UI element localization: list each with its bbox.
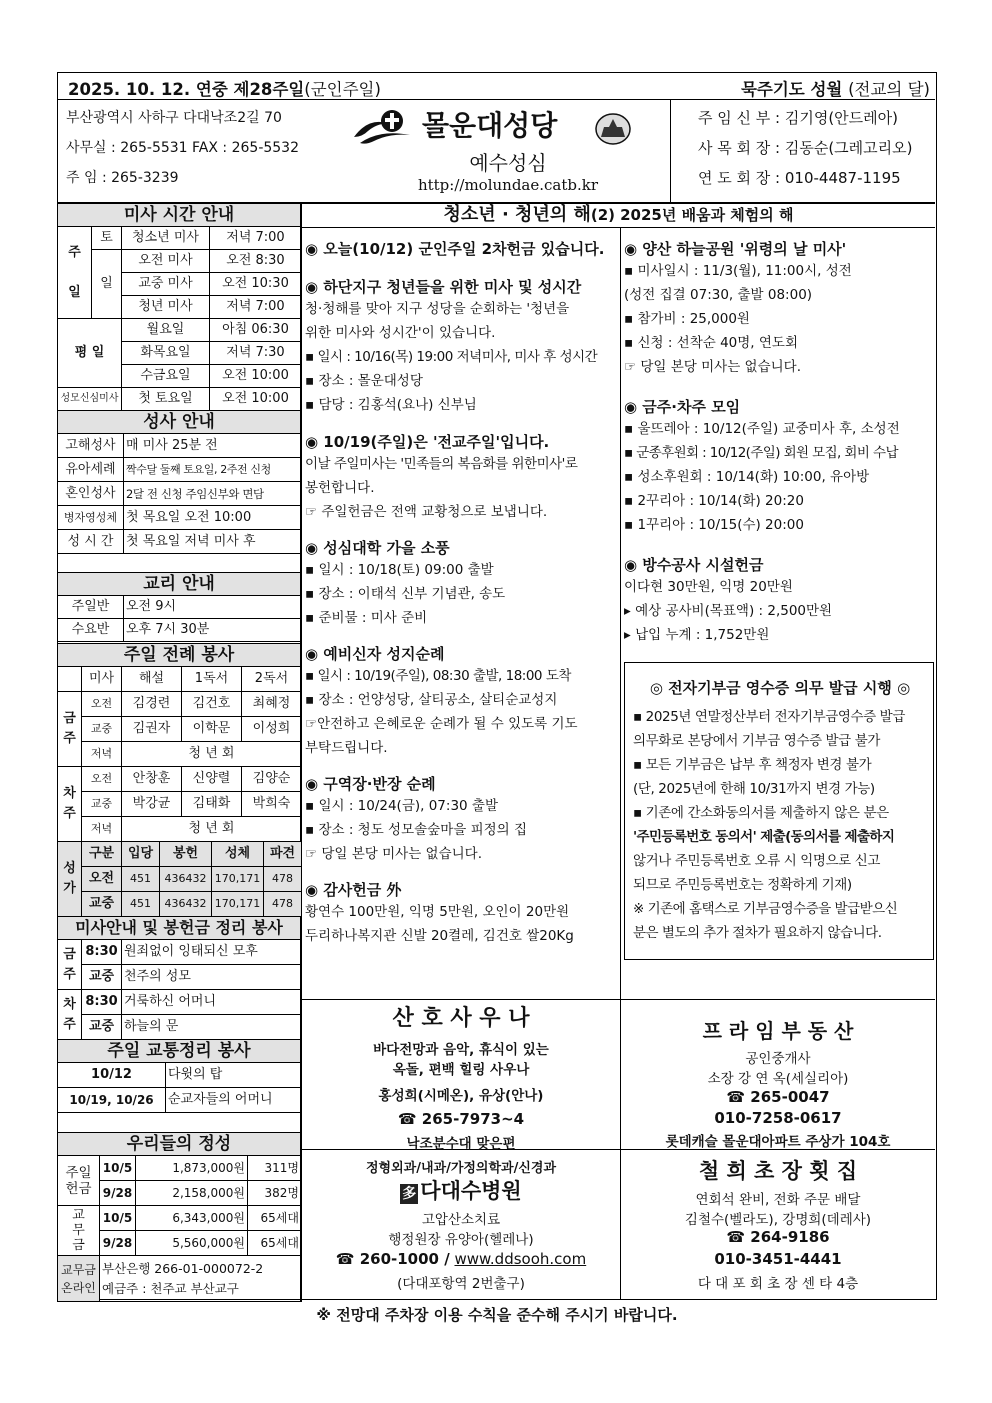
choir-col: 구분: [82, 842, 122, 867]
hospital-contact: [302, 1250, 620, 1268]
notice-line: ▪ 준비물 : 미사 준비: [305, 610, 428, 626]
guide-table: [57, 939, 302, 1040]
e-receipt-line: ▪ 모든 기부금은 납부 후 책정자 변경 불가: [633, 757, 872, 773]
server-name: 김경련: [122, 692, 182, 717]
notice-line: ☞안전하고 은혜로운 순례가 될 수 있도록 기도: [305, 716, 578, 732]
sunday-char-2: 일: [68, 284, 81, 300]
hymn-number: 478: [264, 867, 302, 892]
sacrament-title: 성사 안내: [58, 410, 300, 434]
guide-mass: 교중: [82, 965, 122, 990]
server-group: 청 년 회: [122, 817, 302, 842]
mass-times-title: 미사 시간 안내: [58, 203, 300, 227]
online-tithe-label: 교무금 온라인: [58, 1256, 100, 1302]
hospital-director: 행정원장 유양아(헬레나): [388, 1232, 534, 1248]
footer-notice: ※ 전망대 주차장 이용 수칙을 준수해 주시기 바랍니다.: [316, 1306, 678, 1324]
notice-line: ☞ 주일헌금은 전액 교황청으로 보냅니다.: [305, 504, 548, 520]
notice-line: ▪ 1꾸리아 : 10/15(수) 20:00: [624, 517, 804, 533]
choir-mass: 오전: [82, 867, 122, 892]
guide-group: 원죄없이 잉태되신 모후: [122, 940, 302, 965]
mass-name: 청년 미사: [122, 296, 210, 319]
class-name: 주일반: [58, 596, 124, 619]
pastor-phone: 주 임 : 265-3239: [66, 170, 179, 186]
e-receipt-line: (단, 2025년에 한해 10/31까지 변경 가능): [633, 781, 875, 797]
weekday-label: 평 일: [58, 319, 122, 388]
ad-restaurant: [621, 1150, 935, 1300]
month-subtext: (전교의 달): [848, 80, 930, 99]
class-name: 수요반: [58, 619, 124, 642]
offering-date: 9/28: [100, 1181, 136, 1206]
sauna-location: 낙조분수대 맞은편: [406, 1136, 516, 1152]
mass-name: 수금요일: [122, 365, 210, 388]
realty-type: 공인중개사: [745, 1051, 811, 1067]
sacrament-info: 2달 전 신청 주임신부와 면담: [124, 482, 302, 506]
notice-line: 부탁드립니다.: [305, 740, 388, 756]
mass-type: 저녁: [82, 817, 122, 842]
hymn-number: 451: [122, 867, 160, 892]
liturgy-table: [57, 666, 302, 842]
bank-account: 부산은행 266-01-000072-2: [102, 1260, 264, 1276]
notice-title: ◉ 예비신자 성지순례: [305, 645, 445, 663]
mass-times-table: [57, 226, 302, 411]
hymn-number: 170,171: [212, 892, 264, 917]
notice-youth-mass: [305, 277, 617, 417]
mass-time: 오전 10:30: [210, 273, 302, 296]
col-reading2: 2독서: [242, 667, 302, 692]
realty-mobile: 010-7258-0617: [714, 1109, 842, 1127]
offering-count: 65세대: [248, 1206, 302, 1231]
server-group: 청 년 회: [122, 742, 302, 767]
notice-line: 청·청해를 맞아 지구 성당을 순회하는 '청년을: [305, 301, 570, 317]
e-receipt-line: 않거나 주민등록번호 오류 시 익명으로 신고: [633, 853, 880, 869]
e-receipt-line: ▪ 2025년 연말정산부터 전자기부금영수증 발급: [633, 709, 905, 725]
notice-pilgrimage: [305, 644, 617, 760]
choir-label: 성가: [58, 842, 82, 917]
notice-title: ◉ 방수공사 시설헌금: [624, 556, 764, 574]
sacrament-table: [57, 433, 302, 554]
this-week-label: 금주: [58, 692, 82, 767]
notice-line: 황연수 100만원, 익명 5만원, 오인이 20만원: [305, 904, 570, 920]
col-commentary: 해설: [122, 667, 182, 692]
server-name: 박희숙: [242, 792, 302, 817]
catechism-table: [57, 595, 302, 642]
notice-line: ▸ 예상 공사비(목표액) : 2,500만원: [624, 603, 833, 619]
offering-date: 10/5: [100, 1156, 136, 1181]
guide-group: 하늘의 문: [122, 1015, 302, 1040]
banner: [302, 204, 935, 226]
notice-line: ☞ 당일 본당 미사는 없습니다.: [305, 846, 483, 862]
notice-line: ▪ 일시 : 10/16(목) 19:00 저녁미사, 미사 후 성시간: [305, 349, 598, 365]
mass-time: 저녁 7:00: [210, 296, 302, 319]
notice-line: ▪ 일시 : 10/24(금), 07:30 출발: [305, 798, 498, 814]
sacrament-info: 첫 목요일 저녁 미사 후: [124, 530, 302, 554]
mass-name: 월요일: [122, 319, 210, 342]
offering-table: [57, 1155, 302, 1302]
sacrament-name: 병자영성체: [58, 506, 124, 530]
church-logo-icon: [350, 107, 414, 147]
traffic-table: [57, 1062, 302, 1113]
traffic-date: 10/19, 10/26: [58, 1088, 166, 1113]
offering-count: 311명: [248, 1156, 302, 1181]
choir-col: 파견: [264, 842, 302, 867]
banner-subtitle: 2025년 배움과 체험의 해: [620, 206, 794, 224]
sauna-owners: 홍성희(시메온), 유상(안나): [378, 1088, 544, 1104]
catechism-title: 교리 안내: [58, 572, 300, 596]
mass-time: 오전 8:30: [210, 250, 302, 273]
realty-phone: ☎ 265-0047: [726, 1088, 830, 1106]
offering-amount: 5,560,000원: [136, 1231, 248, 1256]
guide-group: 천주의 성모: [122, 965, 302, 990]
server-name: 이학문: [182, 717, 242, 742]
e-receipt-line: ※ 기존에 홈택스로 기부금영수증을 발급받으신: [633, 901, 898, 917]
office-phone: 사무실 : 265-5531 FAX : 265-5532: [66, 140, 299, 156]
hospital-logo-icon: 多: [402, 1186, 417, 1202]
hymn-number: 436432: [160, 867, 212, 892]
notice-line: 이다현 30만원, 익명 20만원: [624, 579, 793, 595]
e-receipt-line: ▪ 기존에 간소화동의서를 제출하지 않은 분은: [633, 805, 889, 821]
traffic-group: 다윗의 탑: [166, 1063, 302, 1088]
council-president: 사 목 회 장 : 김동순(그레고리오): [698, 139, 913, 157]
pastor-name: 주 임 신 부 : 김기영(안드레아): [698, 109, 898, 127]
offering-count: 382명: [248, 1181, 302, 1206]
sacrament-info: 매 미사 25분 전: [124, 434, 302, 458]
hospital-phone: ☎ 260-1000 /: [335, 1250, 450, 1268]
e-receipt-box: [624, 662, 934, 960]
notices-left: [305, 239, 617, 948]
sauna-desc-1: 바다전망과 음악, 휴식이 있는: [373, 1042, 549, 1058]
church-address: 부산광역시 사하구 다대낙조2길 70: [66, 110, 282, 126]
notice-mission-sunday: [305, 432, 617, 524]
sauna-desc-2: 옥돌, 편백 힐링 사우나: [392, 1062, 530, 1078]
hospital-name-row: [302, 1178, 620, 1204]
next-week-label: 차주: [58, 990, 82, 1040]
notice-line: 위한 미사와 성시간'이 있습니다.: [305, 325, 496, 341]
hospital-url[interactable]: www.ddsooh.com: [454, 1250, 587, 1268]
server-name: 김양순: [242, 767, 302, 792]
server-name: 신양렬: [182, 767, 242, 792]
col-reading1: 1독서: [182, 667, 242, 692]
bulletin-sheet: [57, 72, 937, 1300]
this-week-label: 금주: [58, 940, 82, 990]
notices-right: [624, 239, 932, 647]
server-name: 안창훈: [122, 767, 182, 792]
notice-military-sunday: [305, 239, 617, 259]
notice-line: ▪ 울뜨레아 : 10/12(주일) 교중미사 후, 소성전: [624, 421, 900, 437]
hospital-name: 다대수병원: [420, 1179, 522, 1203]
class-time: 오후 7시 30분: [124, 619, 302, 642]
server-name: 이성희: [242, 717, 302, 742]
hymn-number: 451: [122, 892, 160, 917]
notice-line: 봉헌합니다.: [305, 480, 375, 496]
sunday-label: [58, 227, 92, 319]
ad-hospital: [302, 1150, 620, 1300]
month-text: 묵주기도 성월: [740, 80, 843, 99]
notice-picnic: [305, 538, 617, 630]
notice-line: ▪ 일시 : 10/19(주일), 08:30 출발, 18:00 도착: [305, 668, 571, 684]
class-time: 오전 9시: [124, 596, 302, 619]
e-receipt-line: 의무화로 본당에서 기부금 영수증 발급 불가: [633, 733, 880, 749]
sacrament-name: 고해성사: [58, 434, 124, 458]
mass-type: 오전: [82, 767, 122, 792]
sunday-offering-label: 주일헌금: [58, 1156, 100, 1206]
restaurant-owners: 김철수(벨라도), 강명희(데레사): [684, 1212, 872, 1228]
offering-amount: 1,873,000원: [136, 1156, 248, 1181]
offering-date: 10/5: [100, 1206, 136, 1231]
mass-time: 저녁 7:30: [210, 342, 302, 365]
restaurant-name: 철 희 초 장 횟 집: [698, 1159, 858, 1183]
choir-table: [57, 841, 302, 917]
offering-amount: 6,343,000원: [136, 1206, 248, 1231]
notice-meetings: [624, 397, 932, 537]
sauna-name: 산 호 사 우 나: [392, 1006, 530, 1031]
realty-manager: 소장 강 연 옥(세실리아): [707, 1071, 849, 1087]
mass-time: 아침 06:30: [210, 319, 302, 342]
notice-title: ◉ 오늘(10/12) 군인주일 2차헌금 있습니다.: [305, 240, 605, 258]
notice-title: ◉ 감사헌금 外: [305, 881, 402, 899]
notice-line: ▪ 신청 : 선착순 40명, 연도회: [624, 335, 798, 351]
church-name: 몰운대성당: [422, 109, 558, 142]
date-text: 2025. 10. 12. 연중 제28주일: [68, 80, 305, 99]
notice-line: ▪ 2꾸리아 : 10/14(화) 20:20: [624, 493, 804, 509]
notice-line: ▪ 미사일시 : 11/3(월), 11:00시, 성전: [624, 263, 852, 279]
marian-mass-label: 성모신심미사: [58, 388, 122, 411]
choir-col: 성체: [212, 842, 264, 867]
sauna-phone: ☎ 265-7973~4: [397, 1110, 525, 1128]
sunday-day-label: 일: [92, 250, 122, 319]
traffic-group: 순교자들의 어머니: [166, 1088, 302, 1113]
notice-thanks-offering: [305, 880, 617, 948]
hymn-number: 436432: [160, 892, 212, 917]
mass-type: 교중: [82, 717, 122, 742]
notice-line: ▪ 장소 : 청도 성모솔숲마을 피정의 집: [305, 822, 528, 838]
server-name: 김태화: [182, 792, 242, 817]
notice-line: ▪ 일시 : 10/18(토) 09:00 출발: [305, 562, 494, 578]
ad-sauna: [302, 1000, 620, 1152]
mass-time: 저녁 7:00: [210, 227, 302, 250]
hymn-number: 170,171: [212, 867, 264, 892]
notice-line: ☞ 당일 본당 미사는 없습니다.: [624, 359, 802, 375]
notice-line: ▪ 담당 : 김홍석(요나) 신부님: [305, 397, 477, 413]
notice-line: 두리하나복지관 신발 20켤레, 김건호 쌀20Kg: [305, 928, 574, 944]
realty-address: 롯데캐슬 몰운대아파트 주상가 104호: [665, 1134, 891, 1150]
notice-all-souls-mass: [624, 239, 932, 379]
notice-line: ▪ 군종후원회 : 10/12(주일) 회원 모집, 회비 수납: [624, 445, 898, 461]
mass-name: 오전 미사: [122, 250, 210, 273]
mass-name: 화목요일: [122, 342, 210, 365]
church-url[interactable]: http://molundae.catb.kr: [417, 176, 599, 194]
notice-line: 이날 주일미사는 '민족들의 복음화를 위한미사'로: [305, 456, 578, 472]
guide-mass: 8:30: [82, 990, 122, 1015]
notice-line: ▪ 장소 : 언양성당, 살티공소, 살티순교성지: [305, 692, 558, 708]
hospital-location: (다대포항역 2번출구): [397, 1276, 525, 1292]
server-name: 최혜정: [242, 692, 302, 717]
server-name: 김권자: [122, 717, 182, 742]
tithe-label: 교무금: [58, 1206, 100, 1256]
choir-mass: 교중: [82, 892, 122, 917]
notice-line: (성전 집결 07:30, 출발 08:00): [624, 287, 813, 303]
offering-count: 65세대: [248, 1231, 302, 1256]
hospital-departments: 정형외과/내과/가정의학과/신경과: [365, 1161, 557, 1176]
cathedral-emblem-icon: [595, 113, 631, 145]
server-name: 박강균: [122, 792, 182, 817]
notice-line: ▸ 납입 누계 : 1,752만원: [624, 627, 770, 643]
sacrament-name: 유아세례: [58, 458, 124, 482]
offering-title: 우리들의 정성: [58, 1132, 300, 1156]
notice-leaders-pilgrimage: [305, 774, 617, 866]
saturday-label: 토: [92, 227, 122, 250]
realty-name: 프 라 임 부 동 산: [702, 1019, 854, 1043]
sacrament-name: 혼인성사: [58, 482, 124, 506]
hymn-number: 478: [264, 892, 302, 917]
e-receipt-body: [633, 705, 927, 945]
mass-time: 오전 10:00: [210, 365, 302, 388]
mass-time: 오전 10:00: [210, 388, 302, 411]
sunday-char-1: 주: [68, 244, 81, 260]
notice-title: ◉ 구역장·반장 순례: [305, 775, 436, 793]
traffic-date: 10/12: [58, 1063, 166, 1088]
account-holder: 예금주 : 천주교 부산교구: [102, 1280, 239, 1296]
guide-mass: 8:30: [82, 940, 122, 965]
e-receipt-line: 되므로 주민등록번호는 정확하게 기재): [633, 877, 852, 893]
notice-title: ◉ 금주·차주 모임: [624, 398, 741, 416]
guide-group: 거룩하신 어머니: [122, 990, 302, 1015]
mass-type: 교중: [82, 792, 122, 817]
sacrament-name: 성 시 간: [58, 530, 124, 554]
e-receipt-line: '주민등록번호 동의서' 제출(동의서를 제출하지: [633, 829, 895, 845]
mass-type: 저녁: [82, 742, 122, 767]
notice-title: ◉ 양산 하늘공원 '위령의 날 미사': [624, 240, 847, 258]
mass-name: 교중 미사: [122, 273, 210, 296]
next-week-label: 차주: [58, 767, 82, 842]
church-motto: 예수성심: [469, 151, 547, 175]
restaurant-mobile: 010-3451-4441: [714, 1250, 842, 1268]
offering-date: 9/28: [100, 1231, 136, 1256]
notice-line: ▪ 장소 : 몰운대성당: [305, 373, 423, 389]
hospital-service: 고압산소치료: [421, 1212, 501, 1228]
sacrament-info: 첫 목요일 오전 10:00: [124, 506, 302, 530]
guide-mass: 교중: [82, 1015, 122, 1040]
guide-title: 미사안내 및 봉헌금 정리 봉사: [58, 916, 300, 940]
e-receipt-line: 분은 별도의 추가 절차가 필요하지 않습니다.: [633, 925, 882, 941]
notice-line: ▪ 장소 : 이태석 신부 기념관, 송도: [305, 586, 506, 602]
memorial-president: 연 도 회 장 : 010-4487-1195: [698, 169, 901, 187]
notice-line: ▪ 참가비 : 25,000원: [624, 311, 750, 327]
notice-line: ▪ 성소후원회 : 10/14(화) 10:00, 유아방: [624, 469, 870, 485]
choir-col: 봉헌: [160, 842, 212, 867]
notice-title: ◉ 10/19(주일)은 '전교주일'입니다.: [305, 433, 550, 451]
banner-number: (2): [590, 206, 616, 224]
restaurant-address: 다 대 포 회 초 장 센 타 4층: [697, 1276, 859, 1292]
mass-name: 첫 토요일: [122, 388, 210, 411]
restaurant-desc: 연회석 완비, 전화 주문 배달: [695, 1192, 861, 1208]
choir-col: 입당: [122, 842, 160, 867]
liturgy-title: 주일 전례 봉사: [58, 643, 300, 667]
notice-title: ◉ 하단지구 청년들을 위한 미사 및 성시간: [305, 278, 582, 296]
offering-amount: 2,158,000원: [136, 1181, 248, 1206]
col-mass: 미사: [82, 667, 122, 692]
ad-realty: [621, 1000, 935, 1149]
server-name: 김건호: [182, 692, 242, 717]
date-subtext: (군인주일): [304, 80, 381, 99]
traffic-title: 주일 교통정리 봉사: [58, 1039, 300, 1063]
mass-name: 청소년 미사: [122, 227, 210, 250]
notice-title: ◉ 성심대학 가을 소풍: [305, 539, 450, 557]
mass-type: 오전: [82, 692, 122, 717]
month-title: [741, 76, 930, 100]
e-receipt-title: ◎ 전자기부금 영수증 의무 발급 시행 ◎: [649, 679, 911, 697]
notice-waterproofing: [624, 555, 932, 647]
date-title: [68, 76, 381, 100]
restaurant-phone: ☎ 264-9186: [726, 1228, 830, 1246]
banner-title: 청소년 · 청년의 해: [443, 204, 591, 225]
sacrament-info: 짝수달 둘째 토요일, 2주전 신청: [124, 458, 302, 482]
